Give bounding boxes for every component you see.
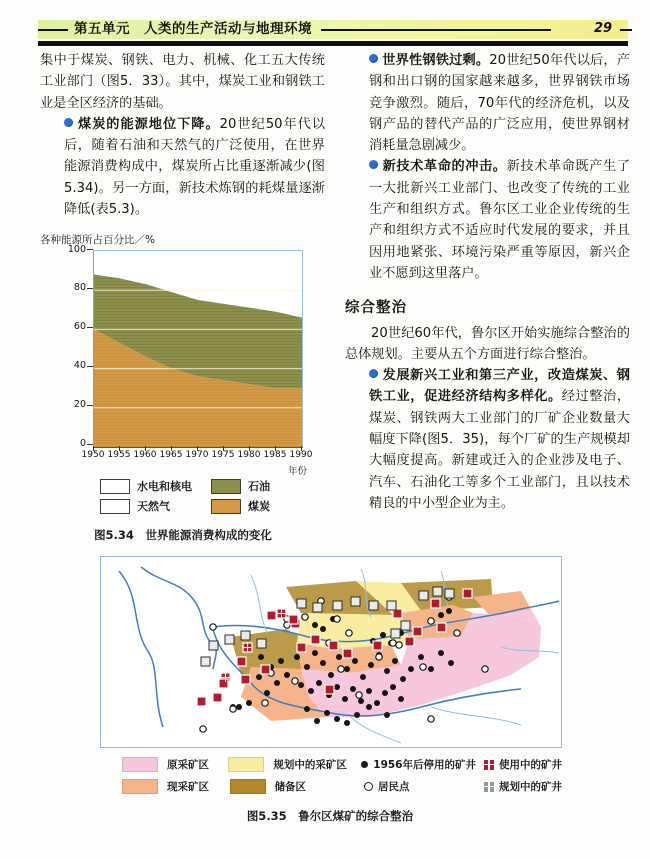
legend-label-active-mines: 使用中的矿井 bbox=[499, 759, 562, 771]
figure-5-34 bbox=[38, 232, 328, 552]
header-rule-middle bbox=[321, 29, 551, 31]
paragraph-body: 经过整治，煤炭、钢铁两大工业部门的厂矿企业数量大幅度下降(图5．35)，每个厂矿的生产规模却大幅度提高。新建或迁入的企业涉及电子、汽车、石油化工等多个工业部门，且以技术精良的中小型企业为主。 bbox=[369, 389, 631, 511]
left-text-column bbox=[40, 50, 325, 220]
legend-label-current-mining: 现采矿区 bbox=[167, 781, 209, 793]
legend-label-coal: 煤炭 bbox=[248, 500, 270, 513]
map-legend-item-planned-mining bbox=[228, 757, 361, 772]
legend-label-oil: 石油 bbox=[248, 480, 270, 493]
map-legend-item-current-mining bbox=[122, 779, 230, 794]
x-tick-label-1960: 1960 bbox=[133, 450, 157, 460]
legend-label-planned-mining: 规划中的采矿区 bbox=[273, 759, 347, 771]
page-header bbox=[38, 20, 628, 42]
y-tick-label-100: 100 bbox=[67, 244, 86, 255]
legend-swatch-coal bbox=[211, 499, 241, 514]
legend-label-natural-gas: 天然气 bbox=[137, 500, 170, 513]
unit-title: 第五单元 人类的生产活动与地理环境 bbox=[74, 21, 312, 37]
paragraph-body: 新技术革命既产生了一大批新兴工业部门、也改变了传统的工业生产和组织方式。鲁尔区工业企业传统的生产和组织方式不适应时代发展的要求，并且因用地紧张、环境污染严重等原因，新兴企业不愿到这里落户。 bbox=[369, 159, 631, 281]
y-tick-label-0: 0 bbox=[79, 438, 86, 449]
legend-swatch-oil bbox=[211, 479, 241, 494]
map-frame bbox=[100, 556, 562, 748]
bullet-dot-icon bbox=[64, 118, 73, 127]
y-tick-label-40: 40 bbox=[73, 360, 86, 371]
legend-label-settlements: 居民点 bbox=[378, 781, 410, 793]
paragraph-tech-revolution bbox=[369, 156, 630, 284]
paragraph-lead-in: 煤炭的能源地位下降。 bbox=[77, 116, 220, 132]
legend-label-hydro-nuclear: 水电和核电 bbox=[137, 480, 192, 493]
y-tick-label-60: 60 bbox=[73, 321, 86, 332]
x-tick-label-1955: 1955 bbox=[107, 450, 131, 460]
paragraph-body: 20世纪50年代以后，随着石油和天然气的广泛使用，在世界能源消费构成中，煤炭所占比重逐渐减少(图5.34)。另一方面，新技术炼钢的耗煤量逐渐降低(表5.3)。 bbox=[64, 116, 326, 218]
active-mine-square-icon bbox=[484, 760, 494, 770]
chart-legend bbox=[100, 478, 330, 518]
legend-swatch-hydro-nuclear bbox=[100, 479, 130, 494]
figure-5-35-caption: 图5.35 鲁尔区煤矿的综合整治 bbox=[246, 809, 414, 823]
right-text-column bbox=[345, 50, 630, 514]
paragraph-steel-surplus bbox=[369, 50, 630, 156]
x-tick-label-1965: 1965 bbox=[159, 450, 183, 460]
planned-mine-square-icon bbox=[484, 782, 494, 792]
legend-swatch-reserve bbox=[230, 779, 266, 794]
legend-swatch-planned-mining bbox=[228, 757, 264, 772]
map-legend-item-former-mining bbox=[122, 757, 228, 772]
bullet-dot-icon bbox=[369, 369, 378, 378]
chart-x-axis-title: 年份 bbox=[288, 466, 308, 477]
map-legend-item-closed-mines bbox=[361, 757, 562, 772]
paragraph-coal-energy-status bbox=[64, 114, 325, 220]
ruhr-coal-mining-map bbox=[101, 557, 561, 747]
x-tick-label-1975: 1975 bbox=[211, 450, 235, 460]
x-tick-label-1970: 1970 bbox=[185, 450, 209, 460]
paragraph-lead-in: 世界性钢铁过剩。 bbox=[382, 53, 490, 68]
section-heading-comprehensive-management: 综合整治 bbox=[345, 300, 407, 317]
legend-label-reserve: 储备区 bbox=[274, 781, 307, 793]
header-rule-left bbox=[38, 29, 68, 31]
map-legend bbox=[122, 756, 562, 800]
legend-swatch-current-mining bbox=[122, 779, 158, 794]
paragraph-sixties-plan: 20世纪60年代，鲁尔区开始实施综合整治的总体规划。主要从五个方面进行综合整治。 bbox=[345, 325, 630, 362]
x-tick-label-1990: 1990 bbox=[289, 450, 313, 460]
map-legend-row-1 bbox=[122, 756, 562, 773]
page-number: 29 bbox=[594, 21, 613, 36]
closed-mine-dot-icon bbox=[361, 761, 368, 768]
legend-swatch-natural-gas bbox=[100, 499, 130, 514]
map-legend-item-reserve bbox=[230, 779, 364, 794]
legend-label-planned-mines: 规划中的矿井 bbox=[499, 781, 562, 793]
bullet-dot-icon bbox=[369, 160, 378, 169]
x-tick-label-1980: 1980 bbox=[237, 450, 261, 460]
header-black-bar bbox=[38, 41, 628, 46]
chart-plot-area bbox=[93, 250, 303, 448]
paragraph-lead-in: 新技术革命的冲击。 bbox=[382, 159, 507, 175]
settlement-dot-icon bbox=[364, 782, 373, 791]
map-legend-row-2 bbox=[122, 778, 562, 795]
y-tick-label-80: 80 bbox=[73, 282, 86, 293]
figure-5-35 bbox=[100, 556, 560, 851]
paragraph-body: 20世纪50年代以后，产钢和出口钢的国家越来越多，世界钢铁市场竞争激烈。随后，70年代的经济危机，以及钢产品的替代产品的广泛应用，使世界钢材消耗量急剧减少。 bbox=[369, 53, 630, 154]
legend-swatch-former-mining bbox=[122, 757, 158, 772]
map-legend-item-settlements bbox=[364, 779, 562, 794]
y-tick-label-20: 20 bbox=[73, 399, 86, 410]
chart-legend-row-2 bbox=[100, 498, 330, 514]
x-tick-label-1950: 1950 bbox=[81, 450, 105, 460]
paragraph-lead-in: 发展新兴工业和第三产业，改造煤炭、钢铁工业，促进经济结构多样化。 bbox=[369, 368, 630, 405]
legend-label-closed-mines: 1956年后停用的矿井 bbox=[373, 759, 476, 771]
chart-legend-row-1 bbox=[100, 478, 330, 494]
paragraph-new-industries bbox=[369, 365, 630, 514]
bullet-dot-icon bbox=[369, 54, 378, 63]
x-tick-label-1985: 1985 bbox=[263, 450, 287, 460]
legend-label-former-mining: 原采矿区 bbox=[167, 759, 209, 771]
chart-y-axis-title: 各种能源所占百分比／% bbox=[40, 234, 155, 246]
figure-5-34-caption: 图5.34 世界能源消费构成的变化 bbox=[94, 528, 272, 542]
header-rule-right bbox=[620, 29, 632, 31]
stacked-area-chart bbox=[94, 251, 302, 447]
paragraph-continuation: 集中于煤炭、钢铁、电力、机械、化工五大传统工业部门（图5．33）。其中，煤炭工业和钢铁工业是全区经济的基础。 bbox=[40, 53, 325, 111]
